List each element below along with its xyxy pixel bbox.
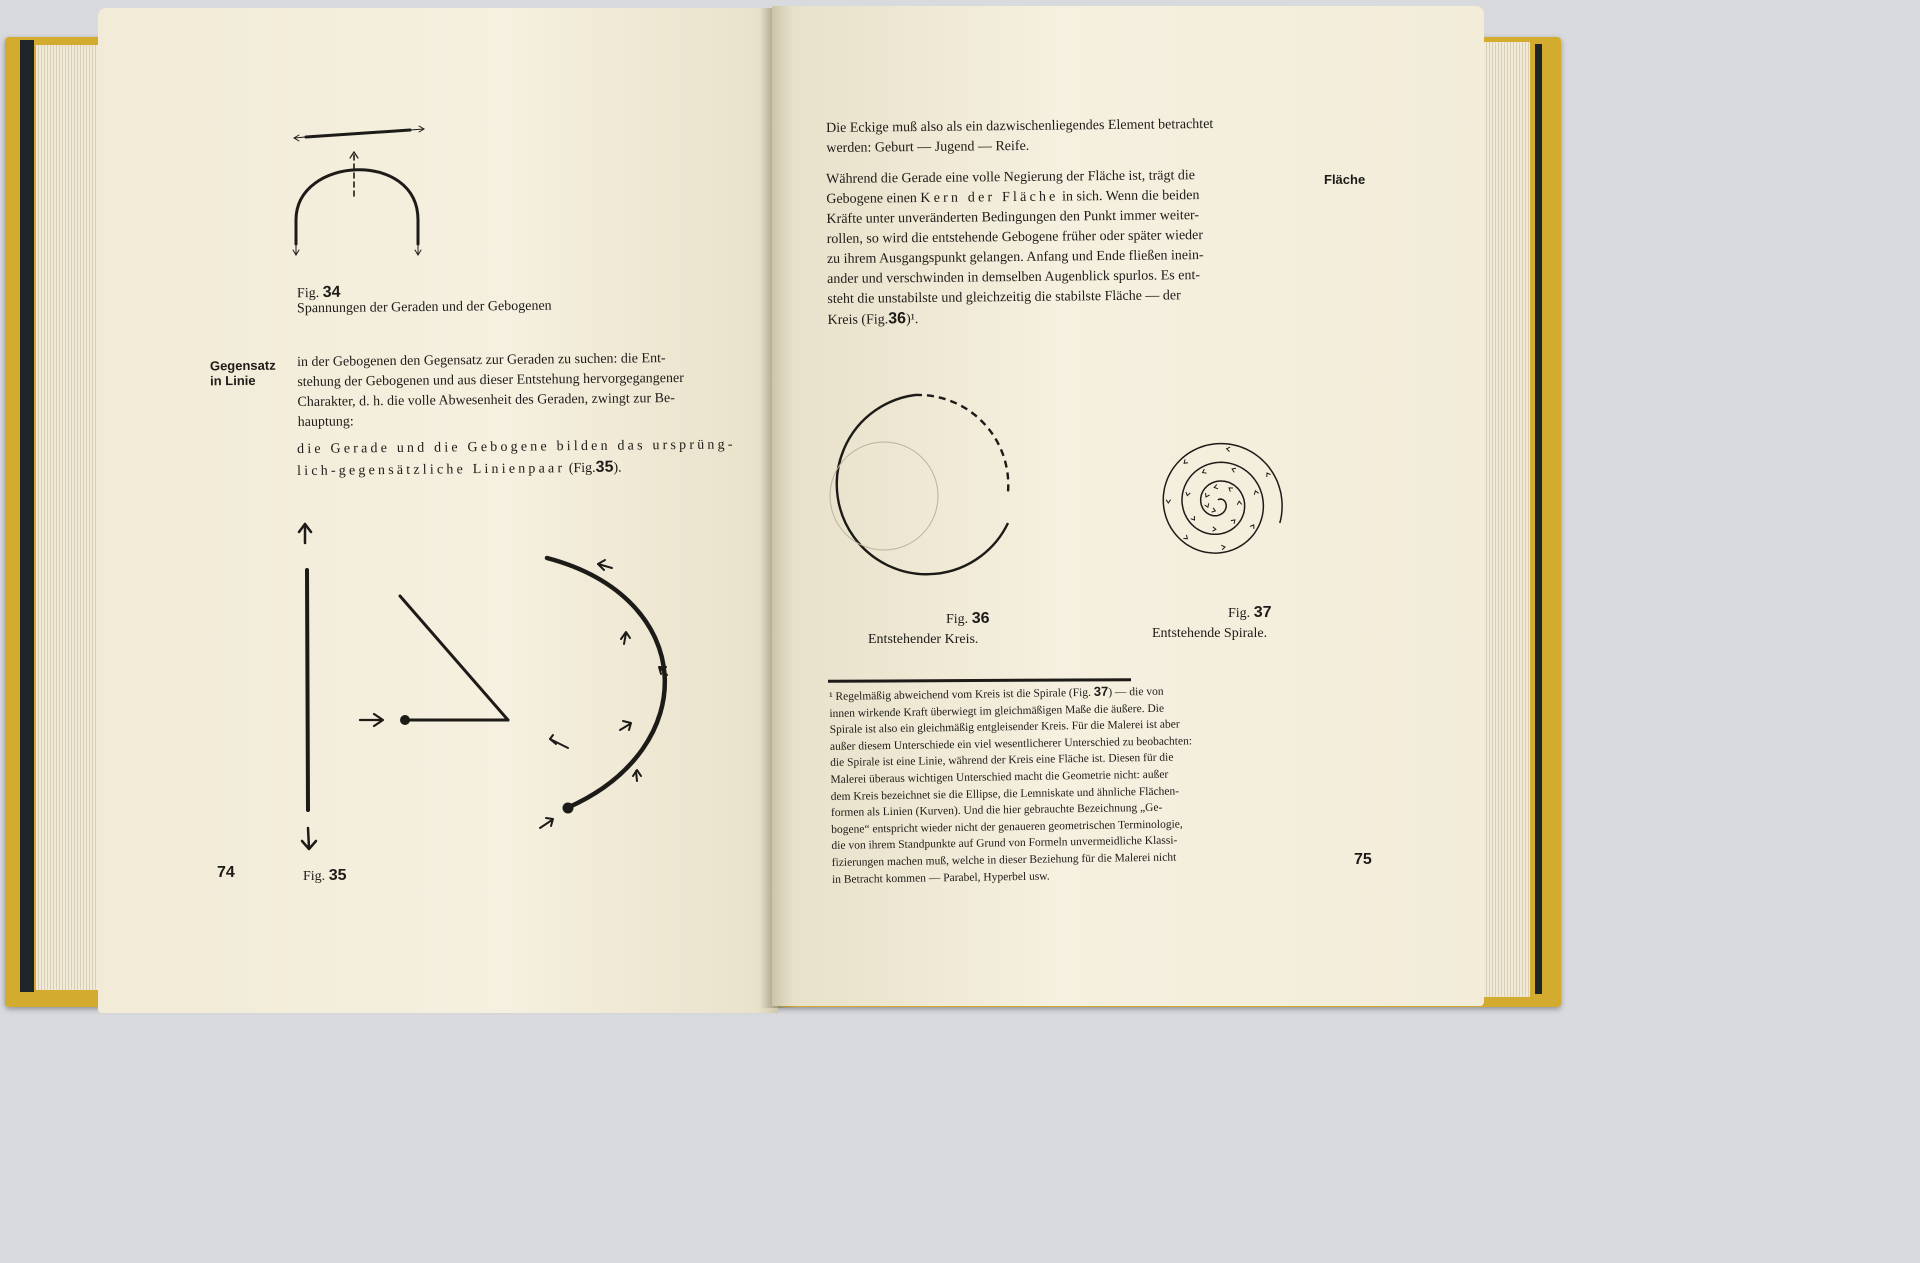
emphasis-line-1: die Gerade und die Gebogene bilden das ursprüng- — [297, 437, 736, 457]
cover-band-left — [20, 40, 34, 992]
fig37-caption-label — [1228, 604, 1271, 622]
paragraph-line: zu ihrem Ausgangspunkt gelangen. Anfang und Ende fließen inein- — [826, 248, 1204, 267]
spiral-tick — [1205, 503, 1209, 507]
footnote-line: fizierungen machen muß, welche in dieser Beziehung für die Malerei nicht — [831, 851, 1177, 869]
spiral-tick — [1166, 500, 1171, 503]
text-run: ¹ Regelmäßig abweichend vom Kreis ist die Spirale (Fig. — [829, 686, 1092, 703]
fig35-caption-label — [303, 867, 346, 885]
fig34-label: Fig. — [296, 285, 320, 302]
spiral-tick — [1186, 492, 1190, 496]
footnote — [829, 682, 1194, 888]
footnote-line: Spirale ist also ein gleichmäßig entgleisender Kreis. Für die Malerei ist aber — [829, 718, 1180, 737]
paragraph-line: rollen, so wird die entstehende Gebogene früher oder später wieder — [826, 228, 1204, 247]
paragraph-line: werden: Geburt — Jugend — Reife. — [826, 138, 1030, 156]
spiral-tick — [1183, 535, 1187, 539]
margin-note-line: Gegensatz — [209, 357, 276, 374]
text-run: )¹. — [905, 312, 919, 328]
spiral-tick — [1232, 468, 1236, 472]
fig37-label: Fig. — [1228, 606, 1251, 621]
fig-ref-close: ). — [613, 460, 622, 476]
text-run: Gebogene einen — [826, 191, 917, 207]
page-edges-left — [36, 45, 106, 990]
spiral-tick — [1231, 520, 1235, 524]
spiral-tick — [1221, 545, 1225, 550]
emphasis-text: Kern der Fläche — [920, 189, 1059, 207]
paragraph-line: in der Gebogenen den Gegensatz zur Geraden zu suchen: die Ent- — [297, 351, 666, 370]
footnote-line: außer diesem Unterschiede ein viel wesentlicherer Unterschied zu beobachten: — [829, 735, 1193, 753]
spiral-tick — [1267, 473, 1271, 477]
right-page-number: 75 — [1354, 851, 1372, 868]
paragraph-line: stehung der Gebogenen und aus dieser Entstehung hervorgegangener — [297, 370, 684, 390]
footnote-line: dem Kreis bezeichnet sie die Ellipse, die Lemniskate und ähnliche Flächen- — [830, 785, 1180, 803]
fig35-number: 35 — [328, 867, 347, 884]
fig35-diagram — [98, 8, 778, 1013]
emphasis-text: lich-gegensätzliche Linienpaar — [297, 461, 566, 479]
fig36-label: Fig. — [946, 612, 969, 627]
fig36-caption: Entstehender Kreis. — [868, 632, 979, 647]
right-page — [772, 6, 1484, 1006]
paragraph-line: Die Eckige muß also als ein dazwischenliegendes Element betrachtet — [826, 116, 1214, 136]
cover-band-right — [1535, 44, 1542, 994]
spiral-tick — [1227, 447, 1231, 452]
spiral-tick — [1214, 484, 1218, 488]
fig-ref-open: (Fig. — [568, 460, 596, 477]
spiral-tick — [1184, 459, 1188, 463]
spiral-tick — [1254, 491, 1258, 495]
paragraph-line: hauptung: — [297, 414, 354, 430]
paragraph-line: Während die Gerade eine volle Negierung der Fläche ist, trägt die — [826, 168, 1196, 187]
text-run: Kreis (Fig. — [827, 312, 889, 328]
margin-note-flaeche: Fläche — [1324, 172, 1366, 187]
footnote-line: bogene“ entspricht wieder nicht der genaueren geometrischen Terminologie, — [831, 818, 1183, 836]
spiral-tick — [1212, 508, 1216, 512]
footnote-line: innen wirkende Kraft überwiegt im gleichmäßigen Maße die äußere. Die — [829, 702, 1165, 720]
fig34-number: 34 — [322, 283, 341, 301]
text-run: ) — die von — [1108, 685, 1164, 699]
fig36-number: 36 — [971, 610, 990, 627]
page-edges-right — [1478, 42, 1530, 997]
spiral-tick — [1203, 469, 1207, 473]
footnote-line: Malerei überaus wichtigen Unterschied macht die Geometrie nicht: außer — [830, 768, 1169, 786]
fig37-number: 37 — [1253, 604, 1272, 621]
left-page — [98, 8, 778, 1013]
spiral-tick — [1237, 501, 1242, 505]
left-page-number: 74 — [217, 864, 235, 881]
spiral-tick — [1213, 527, 1216, 532]
paragraph-line: Kräfte unter unveränderten Bedingungen den Punkt immer weiter- — [826, 208, 1200, 227]
fig35-label: Fig. — [303, 869, 326, 884]
spiral-tick — [1229, 488, 1233, 492]
fig37-caption: Entstehende Spirale. — [1152, 626, 1268, 641]
text-run: in sich. Wenn die beiden — [1061, 188, 1200, 205]
footnote-line: formen als Linien (Kurven). Und die hier gebrauchte Bezeichnung „Ge- — [830, 801, 1163, 820]
footnote-line: die von ihrem Standpunkte auf Grund von Formeln unvermeidliche Klassi- — [831, 834, 1178, 853]
margin-note-line: in Linie — [210, 372, 256, 389]
paragraph-line: ander und verschwinden in demselben Augenblick spurlos. Es ent- — [827, 268, 1201, 287]
fig34-caption: Spannungen der Geraden und der Gebogenen — [296, 298, 552, 317]
spiral-tick — [1250, 525, 1254, 529]
spiral-tick — [1206, 493, 1210, 497]
paragraph-line: steht die unstabilste und gleichzeitig die stabilste Fläche — der — [827, 288, 1181, 307]
footnote-line: die Spirale ist eine Linie, während der Kreis eine Fläche ist. Diesen für die — [830, 751, 1174, 770]
spiral-tick — [1191, 516, 1195, 520]
fig-ref-number: 36 — [888, 310, 907, 328]
spiral-curve — [1163, 444, 1282, 553]
footnote-line: in Betracht kommen — Parabel, Hyperbel usw. — [831, 870, 1050, 886]
paragraph-line: Charakter, d. h. die volle Abwesenheit des Geraden, zwingt zur Be- — [297, 391, 675, 410]
fig36-caption-label — [946, 610, 989, 628]
fig-ref-number: 37 — [1093, 683, 1109, 699]
fig-ref-number: 35 — [595, 458, 614, 476]
